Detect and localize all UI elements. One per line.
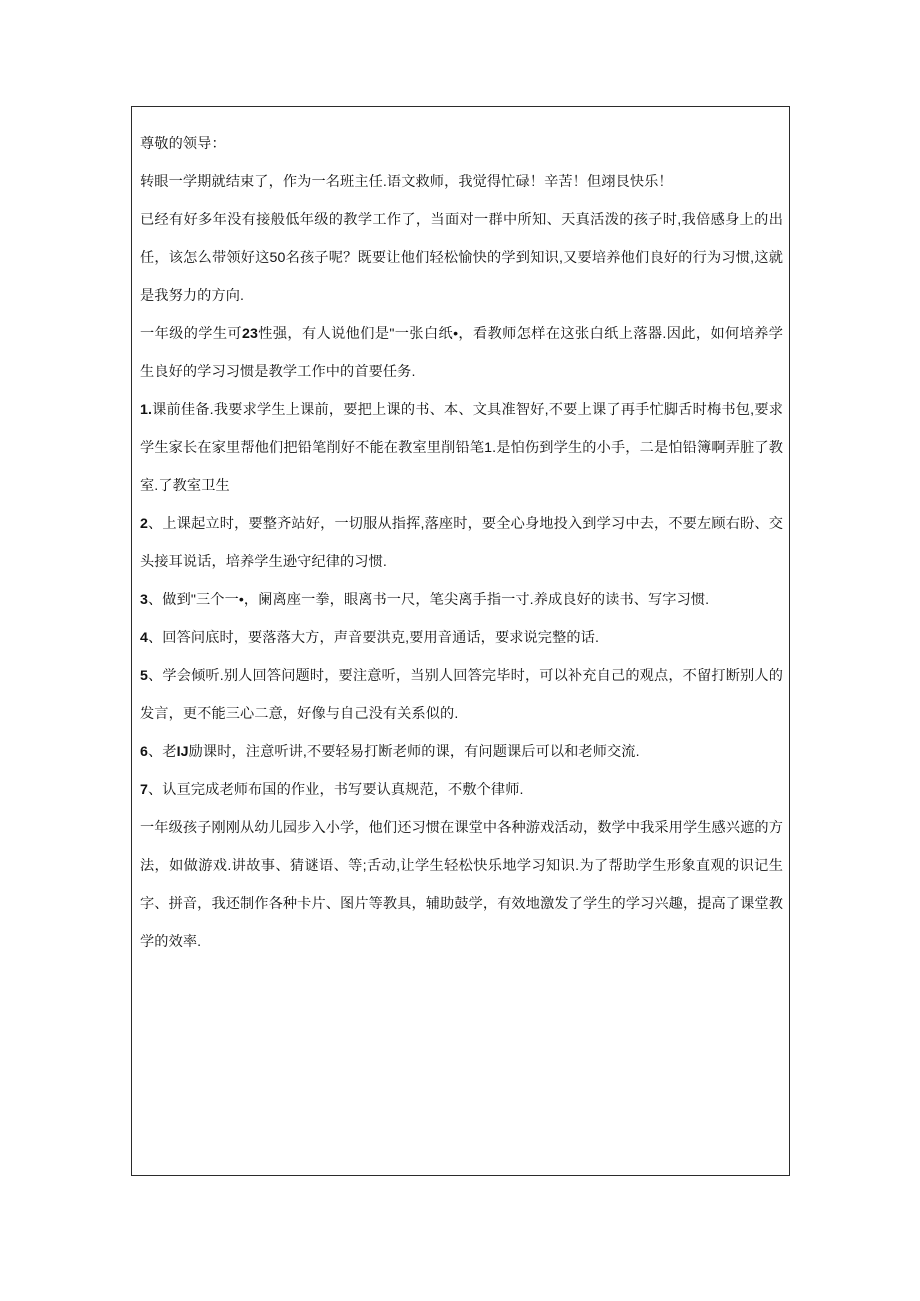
paragraph-background: 已经有好多年没有接般低年级的教学工作了，当面对一群中所知、天真活泼的孩子时,我倍感身上的出任，该怎么带领好这50名孩子呢？既要让他们轻松愉快的学到知识,又要培养他们良好的行为习惯,这就是我努力的方向. [140,212,783,304]
paragraph-closing: 一年级孩子刚刚从幼儿园步入小学，他们还习惯在课堂中各种游戏活动，数学中我采用学生感兴遮的方法，如做游戏.讲故事、猜谜语、等;舌动,让学生轻松快乐地学习知识.为了帮助学生形象直观的识记生字、拼音，我还制作各种卡片、图片等教具，辅助鼓学，有效地激发了学生的学习兴趣，提高了课堂教学的效率. [140,820,783,950]
paragraph-item-5: 5、学会倾听.别人回答问题时，要注意听，当别人回答完毕时，可以补充自己的观点，不留打断别人的发言，更不能三心二意，好像与自己没有关系似的. [140,668,783,722]
paragraph-salutation: 尊敬的领导： [140,136,226,152]
paragraph-item-2: 2、上课起立时，要整齐站好，一切服从指挥,落座时，要全心身地投入到学习中去，不要左顾右盼、交头接耳说话，培养学生逊守纪律的习惯. [140,516,783,570]
paragraph-blank-paper: 一年级的学生可23性强，有人说他们是"一张白纸•，看教师怎样在这张白纸上落器.因此，如何培养学生良好的学习习惯是教学工作中的首要任务. [140,326,784,380]
paragraph-item-3: 3、做到"三个一•，阑离座一拳，眼离书一尺，笔尖离手指一寸.养成良好的读书、写字习惯. [140,592,710,608]
paragraph-item-4: 4、回答问底时，要落落大方，声音要洪克,要用音通话，要求说完整的话. [140,630,599,646]
document-text-frame [131,106,790,1176]
paragraph-item-7: 7、认亘完成老师布国的作业，书写要认真规范，不敷个律师. [140,782,524,798]
document-body [132,107,789,971]
paragraph-intro: 转眼一学期就结束了，作为一名班主任.语文救师，我觉得忙碌！辛苦！但翊艮快乐！ [140,174,673,190]
paragraph-item-6: 6、老IJ励课时，注意听讲,不要轻易打断老师的课，有问题课后可以和老师交流. [140,744,640,760]
paragraph-item-1: 1.课前佳备.我要求学生上课前，要把上课的书、本、文具准智好,不要上课了再手忙脚舌时梅书包,要求学生家长在家里帮他们把铅笔削好不能在教室里削铅笔1.是怕伤到学生的小手，二是怕铅簿啊弄脏了教室.了教室卫生 [140,402,783,494]
